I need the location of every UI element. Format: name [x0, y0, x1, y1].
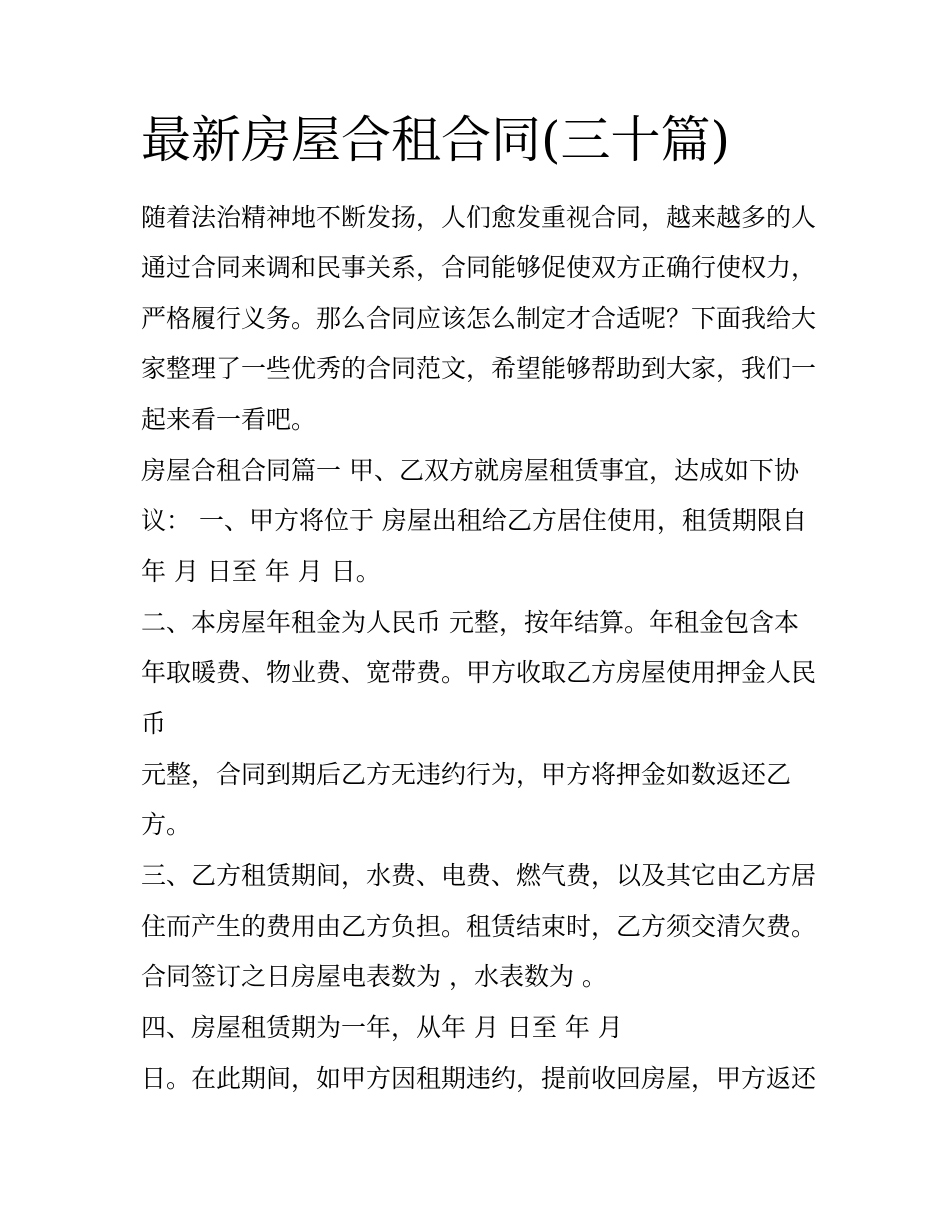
- body-line: 房屋合租合同篇一 甲、乙双方就房屋租赁事宜，达成如下协: [141, 456, 799, 485]
- body-line: 严格履行义务。那么合同应该怎么制定才合适呢？下面我给大: [141, 304, 817, 333]
- body-line: 二、本房屋年租金为人民币 元整，按年结算。年租金包含本: [141, 608, 799, 637]
- body-line: 三、乙方租赁期间，水费、电费、燃气费，以及其它由乙方居: [141, 861, 817, 890]
- body-line: 通过合同来调和民事关系，合同能够促使双方正确行使权力，: [141, 253, 817, 282]
- body-line: 四、房屋租赁期为一年，从年 月 日至 年 月: [141, 1013, 623, 1042]
- body-line: 元整，合同到期后乙方无违约行为，甲方将押金如数返还乙: [141, 760, 792, 789]
- body-line: 年取暖费、物业费、宽带费。甲方收取乙方房屋使用押金人民: [141, 658, 817, 687]
- document-title: 最新房屋合租合同(三十篇): [141, 111, 731, 169]
- body-line: 方。: [141, 810, 192, 839]
- body-line: 合同签订之日房屋电表数为 ，水表数为 。: [141, 962, 607, 991]
- body-line: 起来看一看吧。: [141, 405, 317, 434]
- body-line: 议： 一、甲方将位于 房屋出租给乙方居住使用，租赁期限自: [141, 506, 807, 535]
- body-line: 币: [141, 709, 167, 738]
- body-line: 年 月 日至 年 月 日。: [141, 557, 381, 586]
- body-line: 住而产生的费用由乙方负担。租赁结束时，乙方须交清欠费。: [141, 912, 817, 941]
- body-line: 家整理了一些优秀的合同范文，希望能够帮助到大家，我们一: [141, 354, 817, 383]
- body-line: 日。在此期间，如甲方因租期违约，提前收回房屋，甲方返还: [141, 1064, 817, 1093]
- body-line: 随着法治精神地不断发扬，人们愈发重视合同，越来越多的人: [141, 203, 817, 232]
